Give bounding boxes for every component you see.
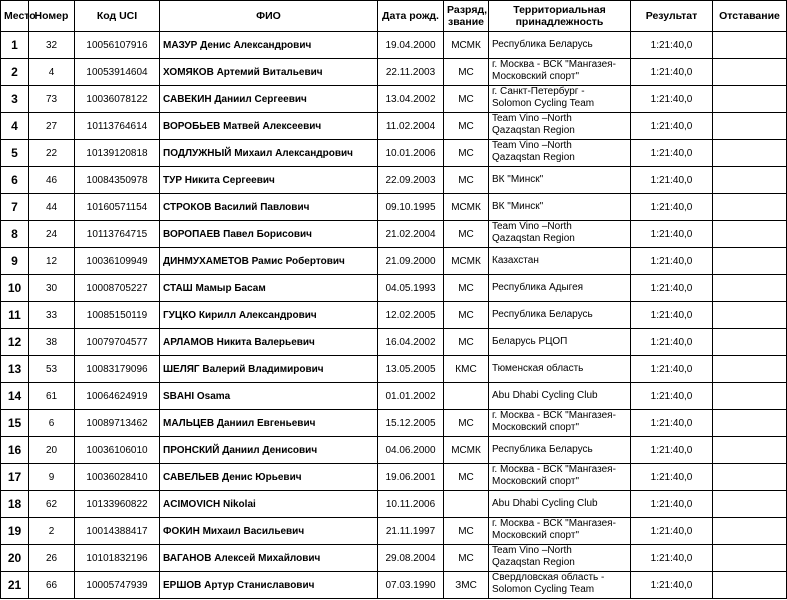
- rank-cell: МСМК: [444, 194, 489, 221]
- gap-cell: [713, 545, 787, 572]
- gap-cell: [713, 356, 787, 383]
- result-cell: 1:21:40,0: [631, 248, 713, 275]
- dob-cell: 29.08.2004: [378, 545, 444, 572]
- rank-cell: МС: [444, 410, 489, 437]
- dob-cell: 21.02.2004: [378, 221, 444, 248]
- territory-line: Беларусь РЦОП: [492, 336, 568, 347]
- territory-line: ВК "Минск": [492, 201, 544, 212]
- table-row: [1, 194, 787, 221]
- gap-cell: [713, 113, 787, 140]
- uci-cell: 10064624919: [75, 383, 160, 410]
- dob-cell: 22.11.2003: [378, 59, 444, 86]
- gap-cell: [713, 248, 787, 275]
- header-number: Номер: [29, 1, 75, 32]
- result-cell: 1:21:40,0: [631, 329, 713, 356]
- result-cell: 1:21:40,0: [631, 140, 713, 167]
- dob-cell: 04.06.2000: [378, 437, 444, 464]
- territory-line: Team Vino –North: [492, 113, 572, 124]
- gap-cell: [713, 221, 787, 248]
- territory-line: Solomon Cycling Team: [492, 98, 595, 109]
- number-cell: 9: [29, 464, 75, 491]
- name-cell: СТАШ Мамыр Басам: [160, 275, 378, 302]
- result-cell: 1:21:40,0: [631, 464, 713, 491]
- dob-cell: 04.05.1993: [378, 275, 444, 302]
- dob-cell: 19.04.2000: [378, 32, 444, 59]
- uci-cell: 10139120818: [75, 140, 160, 167]
- rank-cell: МС: [444, 329, 489, 356]
- place-cell: 21: [1, 572, 29, 599]
- territory-cell: [489, 59, 631, 86]
- number-cell: 30: [29, 275, 75, 302]
- uci-cell: 10008705227: [75, 275, 160, 302]
- rank-cell: МС: [444, 464, 489, 491]
- table-row: [1, 248, 787, 275]
- place-cell: 14: [1, 383, 29, 410]
- territory-line: Qazaqstan Region: [492, 152, 575, 163]
- gap-cell: [713, 383, 787, 410]
- result-cell: 1:21:40,0: [631, 518, 713, 545]
- header-place: Место: [1, 1, 29, 32]
- name-cell: САВЕКИН Даниил Сергеевич: [160, 86, 378, 113]
- header-dob: Дата рожд.: [378, 1, 444, 32]
- number-cell: 46: [29, 167, 75, 194]
- table-row: [1, 275, 787, 302]
- name-cell: ПРОНСКИЙ Даниил Денисович: [160, 437, 378, 464]
- rank-cell: МС: [444, 221, 489, 248]
- result-cell: 1:21:40,0: [631, 113, 713, 140]
- number-cell: 61: [29, 383, 75, 410]
- gap-cell: [713, 86, 787, 113]
- table-row: [1, 518, 787, 545]
- uci-cell: 10084350978: [75, 167, 160, 194]
- name-cell: ПОДЛУЖНЫЙ Михаил Александрович: [160, 140, 378, 167]
- header-rank-line1: Разряд,: [447, 4, 488, 16]
- place-cell: 5: [1, 140, 29, 167]
- table-row: [1, 464, 787, 491]
- number-cell: 20: [29, 437, 75, 464]
- number-cell: 12: [29, 248, 75, 275]
- result-cell: 1:21:40,0: [631, 491, 713, 518]
- territory-line: Республика Адыгея: [492, 282, 584, 293]
- dob-cell: 11.02.2004: [378, 113, 444, 140]
- rank-cell: [444, 491, 489, 518]
- dob-cell: 10.01.2006: [378, 140, 444, 167]
- rank-cell: МСМК: [444, 32, 489, 59]
- name-cell: ШЕЛЯГ Валерий Владимирович: [160, 356, 378, 383]
- territory-cell: [489, 437, 631, 464]
- header-result: Результат: [631, 1, 713, 32]
- place-cell: 18: [1, 491, 29, 518]
- territory-cell: [489, 329, 631, 356]
- number-cell: 66: [29, 572, 75, 599]
- result-cell: 1:21:40,0: [631, 572, 713, 599]
- gap-cell: [713, 329, 787, 356]
- territory-line: Московский спорт": [492, 530, 580, 541]
- header-rank-line2: звание: [447, 16, 484, 28]
- territory-line: Qazaqstan Region: [492, 557, 575, 568]
- result-cell: 1:21:40,0: [631, 383, 713, 410]
- gap-cell: [713, 464, 787, 491]
- number-cell: 33: [29, 302, 75, 329]
- territory-line: Республика Беларусь: [492, 309, 593, 320]
- number-cell: 4: [29, 59, 75, 86]
- uci-cell: 10113764614: [75, 113, 160, 140]
- gap-cell: [713, 491, 787, 518]
- table-row: [1, 545, 787, 572]
- rank-cell: МС: [444, 302, 489, 329]
- territory-line: г. Москва - ВСК "Мангазея-: [492, 464, 616, 475]
- territory-line: Тюменская область: [492, 363, 584, 374]
- rank-cell: МС: [444, 86, 489, 113]
- dob-cell: 07.03.1990: [378, 572, 444, 599]
- place-cell: 19: [1, 518, 29, 545]
- gap-cell: [713, 32, 787, 59]
- result-cell: 1:21:40,0: [631, 545, 713, 572]
- number-cell: 32: [29, 32, 75, 59]
- rank-cell: МС: [444, 140, 489, 167]
- territory-line: Казахстан: [492, 255, 539, 266]
- rank-cell: МС: [444, 518, 489, 545]
- uci-cell: 10083179096: [75, 356, 160, 383]
- header-name: ФИО: [160, 1, 378, 32]
- uci-cell: 10113764715: [75, 221, 160, 248]
- table-row: [1, 167, 787, 194]
- number-cell: 73: [29, 86, 75, 113]
- rank-cell: МСМК: [444, 248, 489, 275]
- territory-cell: [489, 86, 631, 113]
- result-cell: 1:21:40,0: [631, 356, 713, 383]
- result-cell: 1:21:40,0: [631, 302, 713, 329]
- table-row: [1, 572, 787, 599]
- territory-line: Team Vino –North: [492, 221, 572, 232]
- uci-cell: 10036028410: [75, 464, 160, 491]
- dob-cell: 13.04.2002: [378, 86, 444, 113]
- number-cell: 27: [29, 113, 75, 140]
- territory-line: Qazaqstan Region: [492, 125, 575, 136]
- uci-cell: 10036078122: [75, 86, 160, 113]
- territory-line: г. Москва - ВСК "Мангазея-: [492, 410, 616, 421]
- number-cell: 2: [29, 518, 75, 545]
- number-cell: 26: [29, 545, 75, 572]
- rank-cell: МС: [444, 545, 489, 572]
- name-cell: ТУР Никита Сергеевич: [160, 167, 378, 194]
- table-row: [1, 329, 787, 356]
- territory-cell: [489, 410, 631, 437]
- place-cell: 15: [1, 410, 29, 437]
- place-cell: 7: [1, 194, 29, 221]
- name-cell: ВАГАНОВ Алексей Михайлович: [160, 545, 378, 572]
- territory-cell: [489, 518, 631, 545]
- uci-cell: 10005747939: [75, 572, 160, 599]
- gap-cell: [713, 518, 787, 545]
- table-row: [1, 383, 787, 410]
- number-cell: 22: [29, 140, 75, 167]
- uci-cell: 10079704577: [75, 329, 160, 356]
- territory-line: Team Vino –North: [492, 140, 572, 151]
- rank-cell: КМС: [444, 356, 489, 383]
- header-territory-line1: Территориальная: [513, 4, 606, 16]
- territory-cell: [489, 383, 631, 410]
- name-cell: МАЗУР Денис Александрович: [160, 32, 378, 59]
- table-row: [1, 356, 787, 383]
- header-rank: [444, 1, 489, 32]
- result-cell: 1:21:40,0: [631, 32, 713, 59]
- gap-cell: [713, 572, 787, 599]
- number-cell: 6: [29, 410, 75, 437]
- name-cell: ФОКИН Михаил Васильевич: [160, 518, 378, 545]
- territory-cell: [489, 302, 631, 329]
- dob-cell: 15.12.2005: [378, 410, 444, 437]
- uci-cell: 10053914604: [75, 59, 160, 86]
- result-cell: 1:21:40,0: [631, 221, 713, 248]
- territory-line: Qazaqstan Region: [492, 233, 575, 244]
- name-cell: АРЛАМОВ Никита Валерьевич: [160, 329, 378, 356]
- gap-cell: [713, 167, 787, 194]
- territory-line: Республика Беларусь: [492, 444, 593, 455]
- place-cell: 3: [1, 86, 29, 113]
- result-cell: 1:21:40,0: [631, 437, 713, 464]
- uci-cell: 10014388417: [75, 518, 160, 545]
- territory-cell: [489, 248, 631, 275]
- name-cell: ВОРОБЬЕВ Матвей Алексеевич: [160, 113, 378, 140]
- uci-cell: 10133960822: [75, 491, 160, 518]
- place-cell: 4: [1, 113, 29, 140]
- rank-cell: МС: [444, 59, 489, 86]
- table-row: [1, 437, 787, 464]
- place-cell: 11: [1, 302, 29, 329]
- territory-cell: [489, 194, 631, 221]
- gap-cell: [713, 275, 787, 302]
- place-cell: 9: [1, 248, 29, 275]
- territory-cell: [489, 113, 631, 140]
- header-territory-line2: принадлежность: [515, 16, 604, 28]
- uci-cell: 10036106010: [75, 437, 160, 464]
- territory-line: Solomon Cycling Team: [492, 584, 595, 595]
- result-cell: 1:21:40,0: [631, 86, 713, 113]
- dob-cell: 19.06.2001: [378, 464, 444, 491]
- gap-cell: [713, 140, 787, 167]
- rank-cell: МСМК: [444, 437, 489, 464]
- place-cell: 12: [1, 329, 29, 356]
- uci-cell: 10160571154: [75, 194, 160, 221]
- number-cell: 62: [29, 491, 75, 518]
- header-uci: Код UCI: [75, 1, 160, 32]
- place-cell: 6: [1, 167, 29, 194]
- rank-cell: МС: [444, 113, 489, 140]
- territory-line: Московский спорт": [492, 422, 580, 433]
- name-cell: СТРОКОВ Василий Павлович: [160, 194, 378, 221]
- territory-cell: [489, 32, 631, 59]
- rank-cell: МС: [444, 275, 489, 302]
- territory-cell: [489, 221, 631, 248]
- territory-cell: [489, 491, 631, 518]
- uci-cell: 10056107916: [75, 32, 160, 59]
- dob-cell: 12.02.2005: [378, 302, 444, 329]
- place-cell: 16: [1, 437, 29, 464]
- name-cell: ГУЦКО Кирилл Александрович: [160, 302, 378, 329]
- place-cell: 8: [1, 221, 29, 248]
- results-body: [1, 32, 787, 599]
- dob-cell: 16.04.2002: [378, 329, 444, 356]
- place-cell: 1: [1, 32, 29, 59]
- table-row: [1, 32, 787, 59]
- result-cell: 1:21:40,0: [631, 194, 713, 221]
- table-row: [1, 59, 787, 86]
- number-cell: 53: [29, 356, 75, 383]
- rank-cell: ЗМС: [444, 572, 489, 599]
- table-row: [1, 491, 787, 518]
- name-cell: ЕРШОВ Артур Станиславович: [160, 572, 378, 599]
- territory-line: Республика Беларусь: [492, 39, 593, 50]
- place-cell: 10: [1, 275, 29, 302]
- territory-line: Team Vino –North: [492, 545, 572, 556]
- table-row: [1, 221, 787, 248]
- territory-cell: [489, 464, 631, 491]
- number-cell: 38: [29, 329, 75, 356]
- uci-cell: 10085150119: [75, 302, 160, 329]
- territory-line: Abu Dhabi Cycling Club: [492, 390, 598, 401]
- gap-cell: [713, 410, 787, 437]
- rank-cell: [444, 383, 489, 410]
- territory-line: Московский спорт": [492, 71, 580, 82]
- name-cell: МАЛЬЦЕВ Даниил Евгеньевич: [160, 410, 378, 437]
- result-cell: 1:21:40,0: [631, 167, 713, 194]
- place-cell: 17: [1, 464, 29, 491]
- dob-cell: 09.10.1995: [378, 194, 444, 221]
- name-cell: SBAHI Osama: [160, 383, 378, 410]
- dob-cell: 21.09.2000: [378, 248, 444, 275]
- header-row: [1, 1, 787, 32]
- gap-cell: [713, 437, 787, 464]
- table-row: [1, 86, 787, 113]
- place-cell: 2: [1, 59, 29, 86]
- territory-cell: [489, 572, 631, 599]
- territory-line: Abu Dhabi Cycling Club: [492, 498, 598, 509]
- territory-cell: [489, 140, 631, 167]
- territory-cell: [489, 167, 631, 194]
- result-cell: 1:21:40,0: [631, 410, 713, 437]
- uci-cell: 10101832196: [75, 545, 160, 572]
- rank-cell: МС: [444, 167, 489, 194]
- place-cell: 13: [1, 356, 29, 383]
- territory-line: г. Санкт-Петербург -: [492, 86, 585, 97]
- dob-cell: 21.11.1997: [378, 518, 444, 545]
- result-cell: 1:21:40,0: [631, 275, 713, 302]
- dob-cell: 13.05.2005: [378, 356, 444, 383]
- dob-cell: 10.11.2006: [378, 491, 444, 518]
- header-gap: Отставание: [713, 1, 787, 32]
- dob-cell: 01.01.2002: [378, 383, 444, 410]
- name-cell: САВЕЛЬЕВ Денис Юрьевич: [160, 464, 378, 491]
- territory-line: г. Москва - ВСК "Мангазея-: [492, 518, 616, 529]
- territory-line: Московский спорт": [492, 476, 580, 487]
- table-row: [1, 302, 787, 329]
- name-cell: ACIMOVICH Nikolai: [160, 491, 378, 518]
- name-cell: ХОМЯКОВ Артемий Витальевич: [160, 59, 378, 86]
- territory-line: г. Москва - ВСК "Мангазея-: [492, 59, 616, 70]
- territory-cell: [489, 356, 631, 383]
- number-cell: 24: [29, 221, 75, 248]
- header-territory: [489, 1, 631, 32]
- territory-cell: [489, 275, 631, 302]
- table-row: [1, 410, 787, 437]
- table-row: [1, 140, 787, 167]
- gap-cell: [713, 302, 787, 329]
- result-cell: 1:21:40,0: [631, 59, 713, 86]
- territory-cell: [489, 545, 631, 572]
- number-cell: 44: [29, 194, 75, 221]
- name-cell: ВОРОПАЕВ Павел Борисович: [160, 221, 378, 248]
- table-row: [1, 113, 787, 140]
- dob-cell: 22.09.2003: [378, 167, 444, 194]
- gap-cell: [713, 194, 787, 221]
- uci-cell: 10036109949: [75, 248, 160, 275]
- gap-cell: [713, 59, 787, 86]
- place-cell: 20: [1, 545, 29, 572]
- name-cell: ДИНМУХАМЕТОВ Рамис Робертович: [160, 248, 378, 275]
- territory-line: ВК "Минск": [492, 174, 544, 185]
- territory-line: Свердловская область -: [492, 572, 605, 583]
- uci-cell: 10089713462: [75, 410, 160, 437]
